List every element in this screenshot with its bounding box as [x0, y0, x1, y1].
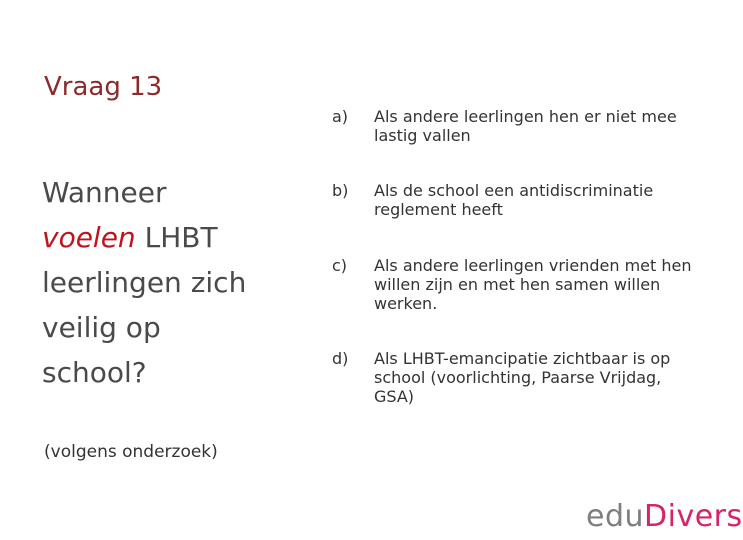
answer-letter: b): [332, 181, 349, 200]
answer-text: Als andere leerlingen hen er niet mee lastig vallen: [374, 107, 677, 145]
question-line-3: leerlingen zich: [42, 266, 247, 299]
question-line-2: [42, 215, 292, 260]
question-line-5: school?: [42, 356, 147, 389]
question-line-1: Wanneer: [42, 176, 167, 209]
answer-letter: c): [332, 256, 348, 275]
logo-part-1: edu: [586, 499, 645, 534]
answer-text: Als de school een antidiscriminatie reglement heeft: [374, 181, 654, 219]
source-note: (volgens onderzoek): [44, 442, 218, 462]
answer-letter: d): [332, 349, 349, 368]
slide-title: Vraag 13: [44, 72, 163, 102]
answer-text: Als andere leerlingen vrienden met hen willen zijn en met hen samen willen werken.: [374, 256, 692, 313]
answer-text: Als LHBT-emancipatie zichtbaar is op school (voorlichting, Paarse Vrijdag, GSA): [374, 349, 671, 406]
question-after-emphasis: LHBT: [135, 221, 218, 254]
question-emphasis: voelen: [42, 221, 136, 254]
edudivers-logo: [586, 500, 743, 534]
answer-letter: a): [332, 107, 349, 126]
logo-part-2: Divers: [644, 499, 743, 534]
question-line-4: veilig op: [42, 311, 161, 344]
question-text: [42, 170, 292, 395]
